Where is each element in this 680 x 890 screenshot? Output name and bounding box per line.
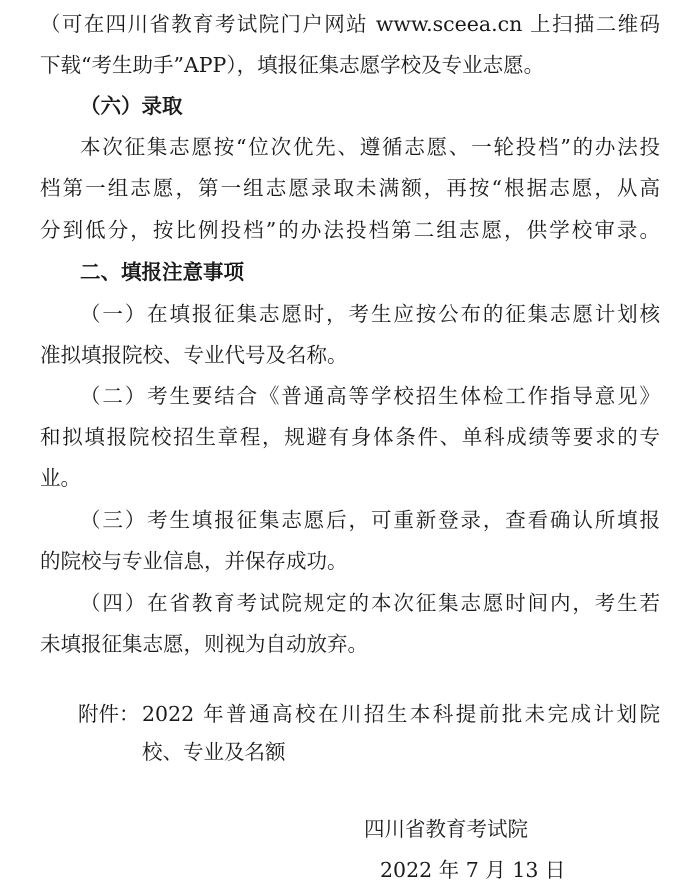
signature-date: 2022 年 7 月 13 日	[380, 858, 566, 882]
paragraph-line: 准拟填报院校、专业代号及名称。	[40, 343, 348, 367]
signature-organization: 四川省教育考试院	[364, 817, 528, 841]
attachment-title-line1: 2022 年普通高校在川招生本科提前批未完成计划院	[142, 702, 660, 726]
paragraph-line: （三）考生填报征集志愿后，可重新登录，查看确认所填报	[80, 508, 660, 532]
paragraph-line: 和拟填报院校招生章程，规避有身体条件、单科成绩等要求的专	[40, 425, 660, 449]
paragraph-line: （一）在填报征集志愿时，考生应按公布的征集志愿计划核	[80, 302, 660, 326]
paragraph-line: 本次征集志愿按“位次优先、遵循志愿、一轮投档”的办法投	[80, 135, 660, 159]
paragraph-line: 档第一组志愿，第一组志愿录取未满额，再按“根据志愿，从高	[40, 176, 660, 200]
section-heading-admission: （六）录取	[80, 94, 183, 118]
paragraph-line: （四）在省教育考试院规定的本次征集志愿时间内，考生若	[80, 591, 660, 615]
paragraph-line: （可在四川省教育考试院门户网站 www.sceea.cn 上扫描二维码	[40, 12, 660, 36]
paragraph-line: 下载“考生助手”APP），填报征集志愿学校及专业志愿。	[40, 53, 545, 77]
paragraph-line: 未填报征集志愿，则视为自动放弃。	[40, 632, 368, 656]
attachment-title-line2: 校、专业及名额	[142, 740, 286, 764]
attachment-label: 附件：	[78, 702, 140, 726]
paragraph-line: 的院校与专业信息，并保存成功。	[40, 549, 348, 573]
section-heading-notes: 二、填报注意事项	[80, 260, 244, 284]
paragraph-line: （二）考生要结合《普通高等学校招生体检工作指导意见》	[80, 384, 660, 408]
paragraph-line: 分到低分，按比例投档”的办法投档第二组志愿，供学校审录。	[40, 218, 660, 242]
paragraph-line: 业。	[40, 466, 81, 490]
